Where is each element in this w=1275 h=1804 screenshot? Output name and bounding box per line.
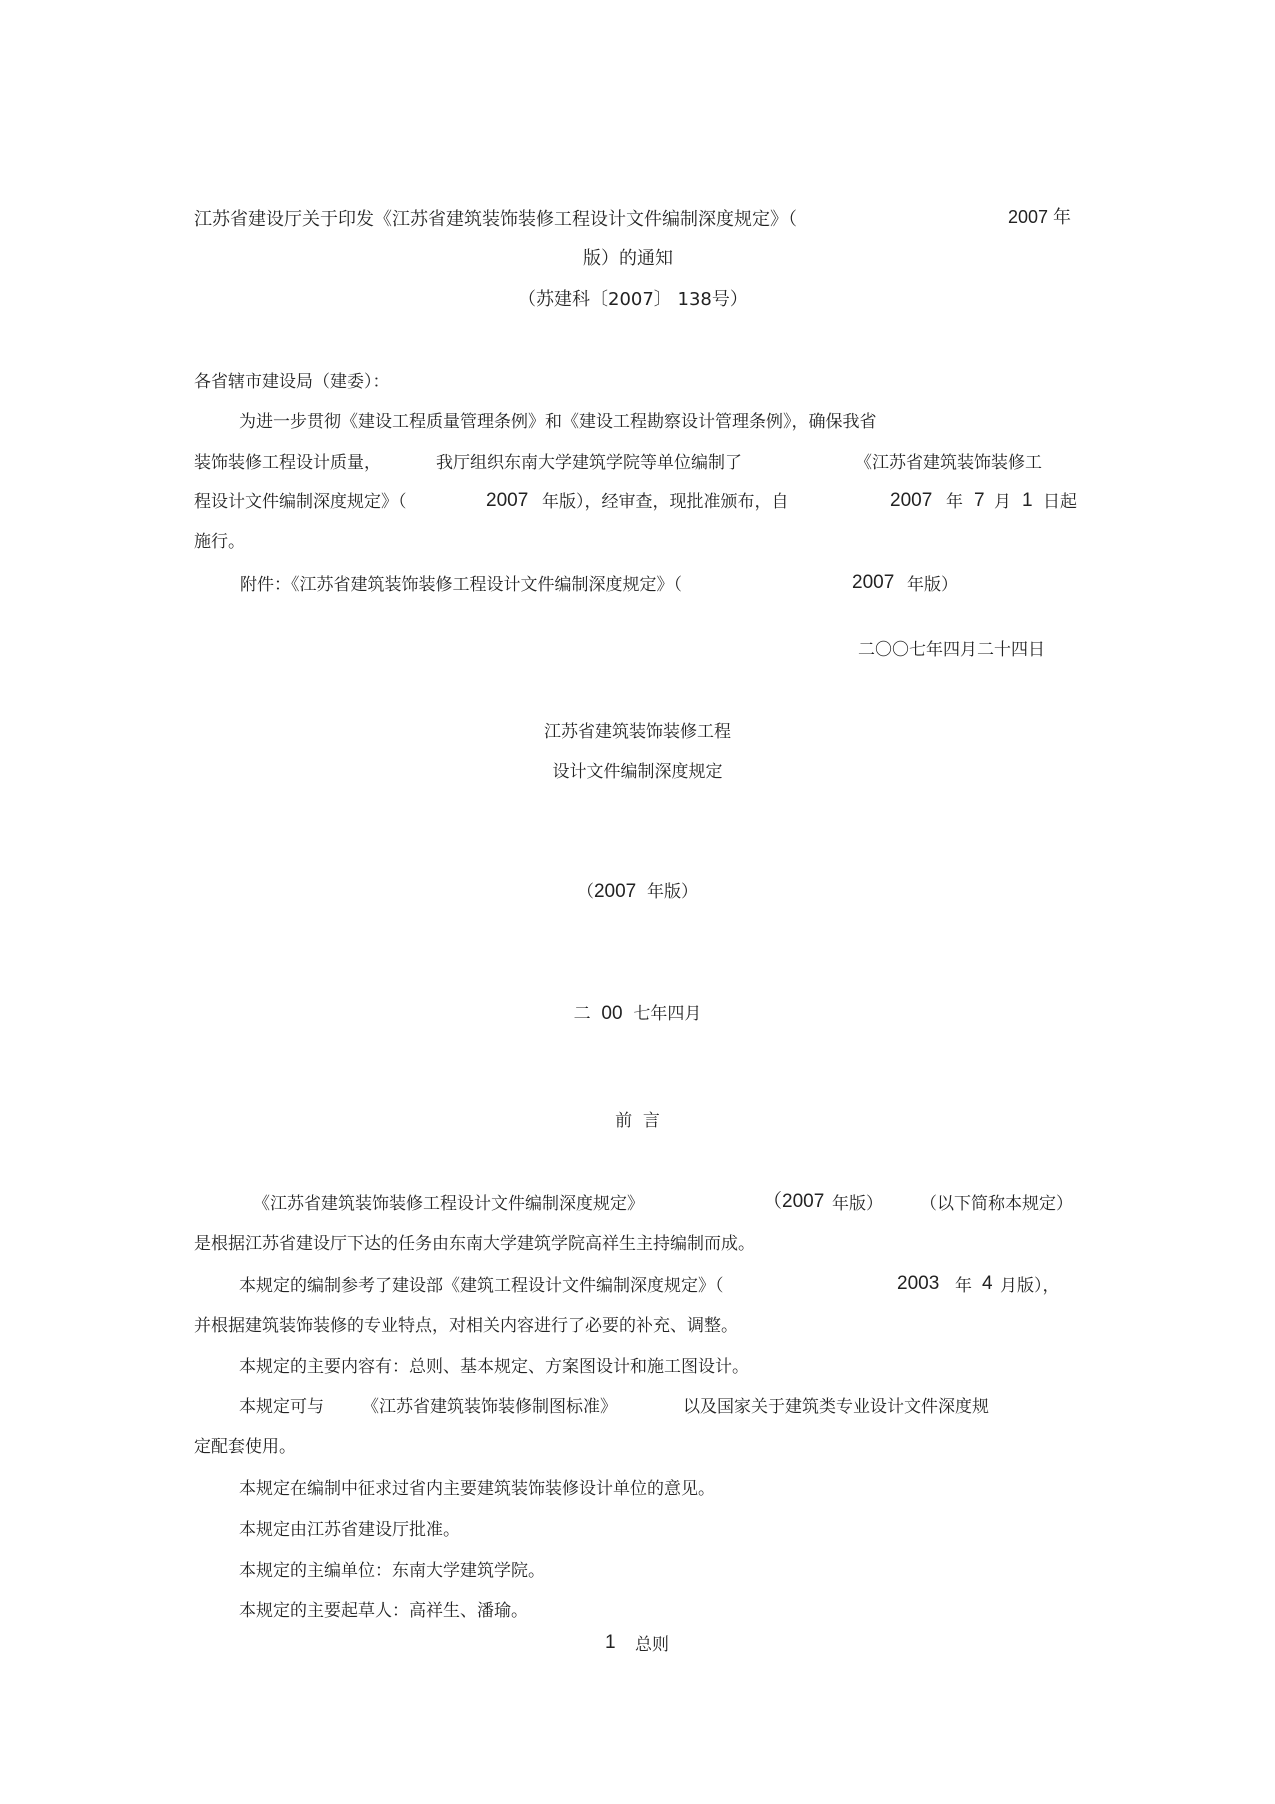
- notice-title-year: 2007 年: [1008, 207, 1072, 227]
- preface-p2-e: 月版），: [1000, 1276, 1060, 1296]
- preface-p4-line2: 定配套使用。: [194, 1437, 296, 1457]
- preface-p5: 本规定在编制中征求过省内主要建筑装饰装修设计单位的意见。: [239, 1479, 715, 1499]
- preface-p1-d: （以下简称本规定）: [920, 1194, 1073, 1214]
- preface-p7: 本规定的主编单位：东南大学建筑学院。: [239, 1561, 545, 1581]
- notice-body-line2c: 《江苏省建筑装饰装修工: [855, 453, 1042, 473]
- preface-p8: 本规定的主要起草人：高祥生、潘瑜。: [239, 1601, 528, 1621]
- notice-attachment: 附件：《江苏省建筑装饰装修工程设计文件编制深度规定》（: [240, 575, 682, 595]
- preface-p4-b: 《江苏省建筑装饰装修制图标准》: [362, 1397, 617, 1417]
- cover-edition-year: 2007: [593, 881, 637, 902]
- cover-edition-close: 年版）: [647, 882, 699, 902]
- notice-body-month-char: 月: [994, 492, 1011, 512]
- notice-body-day-char: 日起: [1043, 492, 1077, 512]
- cover-edition: [0, 882, 1275, 901]
- preface-heading: 前 言: [615, 1111, 660, 1131]
- cover-title-line1: 江苏省建筑装饰装修工程: [544, 722, 731, 742]
- notice-body-line2b: 我厅组织东南大学建筑学院等单位编制了: [436, 453, 742, 473]
- preface-p1-b: （2007: [763, 1191, 825, 1212]
- notice-body-year2: 2007: [890, 490, 933, 511]
- section-number: 1: [605, 1632, 616, 1653]
- notice-attachment-year: 2007: [852, 572, 895, 593]
- notice-body-line3b: 年版），经审查，现批准颁布，自: [542, 492, 789, 512]
- preface-p2-month: 4: [982, 1273, 993, 1294]
- preface-p2-year: 2003: [897, 1273, 940, 1294]
- preface-p1-line2: 是根据江苏省建设厅下达的任务由东南大学建筑学院高祥生主持编制而成。: [194, 1234, 755, 1254]
- notice-attachment-suffix: 年版）: [907, 575, 958, 595]
- cover-date: [0, 1004, 1275, 1023]
- notice-doc-number: （苏建科〔2007〕 138号）: [518, 289, 748, 310]
- section-title: 总则: [635, 1635, 669, 1655]
- preface-p4-c: 以及国家关于建筑类专业设计文件深度规: [683, 1397, 989, 1417]
- notice-body-year-char: 年: [946, 492, 963, 512]
- cover-edition-open: （: [576, 882, 594, 902]
- cover-title-line2: 设计文件编制深度规定: [552, 762, 723, 782]
- notice-body-month: 7: [974, 490, 985, 511]
- notice-body-year1: 2007: [486, 490, 529, 511]
- preface-p2-year-char: 年: [955, 1276, 972, 1296]
- notice-body-line3a: 程设计文件编制深度规定》（: [194, 492, 407, 512]
- cover-date-prefix: 二: [573, 1004, 591, 1024]
- preface-p4-a: 本规定可与: [239, 1397, 324, 1417]
- preface-p6: 本规定由江苏省建设厅批准。: [239, 1520, 460, 1540]
- notice-title-line2: 版）的通知: [583, 248, 673, 269]
- preface-p1-a: 《江苏省建筑装饰装修工程设计文件编制深度规定》: [253, 1194, 644, 1214]
- notice-title-line1: 江苏省建设厅关于印发《江苏省建筑装饰装修工程设计文件编制深度规定》（: [194, 209, 797, 230]
- notice-body-day: 1: [1022, 490, 1033, 511]
- cover-date-suffix: 七年四月: [633, 1004, 702, 1024]
- notice-recipient: 各省辖市建设局（建委）：: [194, 372, 390, 392]
- preface-p1-c: 年版）: [832, 1194, 883, 1214]
- notice-signoff-date: 二〇〇七年四月二十四日: [858, 640, 1045, 660]
- cover-date-num: 00: [601, 1003, 623, 1024]
- preface-p2-a: 本规定的编制参考了建设部《建筑工程设计文件编制深度规定》（: [239, 1276, 724, 1296]
- preface-p2-line2: 并根据建筑装饰装修的专业特点，对相关内容进行了必要的补充、调整。: [194, 1316, 738, 1336]
- notice-body-line1: 为进一步贯彻《建设工程质量管理条例》和《建设工程勘察设计管理条例》，确保我省: [239, 412, 877, 432]
- preface-p3: 本规定的主要内容有：总则、基本规定、方案图设计和施工图设计。: [239, 1357, 749, 1377]
- notice-body-line4: 施行。: [194, 532, 245, 552]
- notice-body-line2a: 装饰装修工程设计质量，: [194, 453, 381, 473]
